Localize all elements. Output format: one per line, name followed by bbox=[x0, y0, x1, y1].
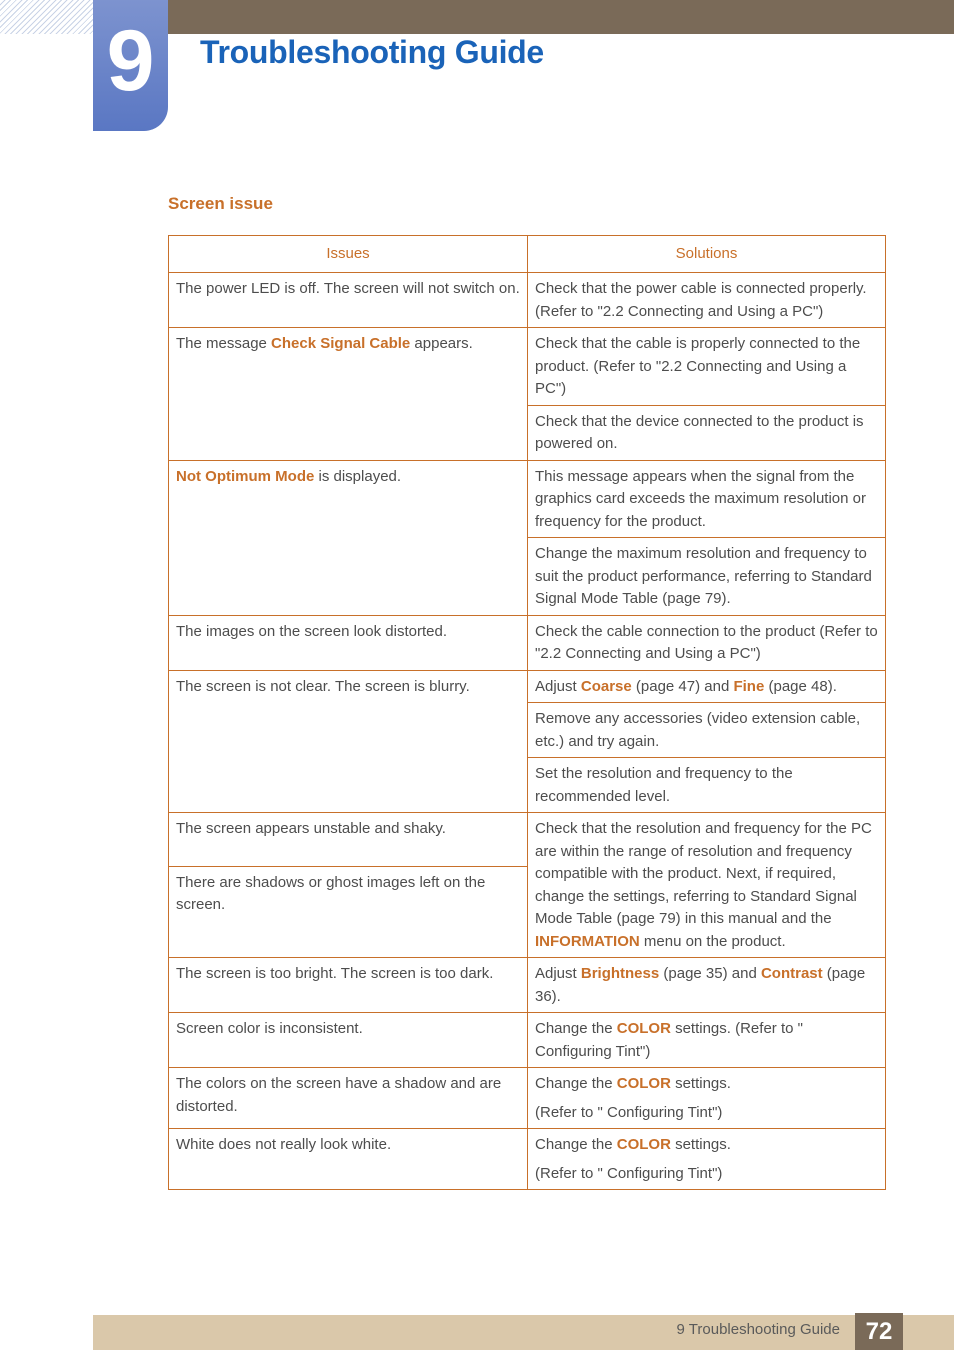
table-row bbox=[169, 813, 886, 867]
solution-reference: (Refer to " Configuring Tint") bbox=[535, 1103, 723, 1121]
issue-cell: The screen is too bright. The screen is too dark. bbox=[169, 958, 528, 1013]
solution-text: settings. bbox=[670, 1075, 731, 1092]
table-row bbox=[169, 958, 886, 1013]
issue-text: The message bbox=[176, 335, 272, 352]
table-row bbox=[169, 460, 886, 538]
header-bar bbox=[95, 0, 954, 34]
solution-cell: Set the resolution and frequency to the recommended level. bbox=[528, 758, 886, 813]
issue-cell: The colors on the screen have a shadow and are distorted. bbox=[169, 1068, 528, 1129]
solution-text: Check that the resolution and frequency for the PC are within the range of resolution and frequency compatible with the product. Next, if required, change the settings, referring to Standard Signal Mode Table (page 79) in this manual and the bbox=[535, 820, 872, 927]
solution-reference: (Refer to " Configuring Tint") bbox=[535, 1164, 723, 1182]
solution-cell bbox=[528, 1013, 886, 1068]
issue-cell: The images on the screen look distorted. bbox=[169, 615, 528, 670]
header-solutions: Solutions bbox=[528, 236, 886, 273]
issue-text: is displayed. bbox=[314, 467, 402, 485]
table-row bbox=[169, 1129, 886, 1190]
solution-text: (page 48). bbox=[764, 677, 837, 695]
table-row bbox=[169, 615, 886, 670]
solution-cell bbox=[528, 670, 886, 703]
solution-line bbox=[535, 1073, 878, 1096]
issue-text: appears. bbox=[410, 335, 473, 352]
menu-highlight: COLOR bbox=[616, 1136, 671, 1153]
solution-cell: Change the maximum resolution and frequency to suit the product performance, referring to Standard Signal Mode Table (page 79). bbox=[528, 538, 886, 616]
solution-cell bbox=[528, 813, 886, 958]
solution-cell bbox=[528, 958, 886, 1013]
issue-cell bbox=[169, 460, 528, 615]
menu-highlight: Fine bbox=[733, 677, 765, 695]
solution-text: Change the bbox=[535, 1020, 617, 1037]
table-row bbox=[169, 328, 886, 406]
chapter-title: Troubleshooting Guide bbox=[200, 34, 544, 70]
solution-text: settings. (Refer to " Configuring Tint") bbox=[535, 1020, 803, 1060]
table-row bbox=[169, 1068, 886, 1129]
solution-text: menu on the product. bbox=[639, 932, 786, 950]
menu-highlight: Coarse bbox=[580, 677, 632, 695]
solution-cell: Check the cable connection to the product (Refer to "2.2 Connecting and Using a PC") bbox=[528, 615, 886, 670]
footer-chapter-label: 9 Troubleshooting Guide bbox=[676, 1321, 840, 1338]
solution-text: (page 47) and bbox=[631, 677, 734, 695]
issue-cell: The power LED is off. The screen will not switch on. bbox=[169, 273, 528, 328]
menu-highlight: Brightness bbox=[580, 965, 660, 982]
table-row bbox=[169, 1013, 886, 1068]
section-heading: Screen issue bbox=[168, 194, 273, 213]
issue-cell bbox=[169, 328, 528, 461]
menu-highlight: INFORMATION bbox=[535, 932, 640, 950]
troubleshooting-table bbox=[168, 235, 886, 1190]
issue-cell: White does not really look white. bbox=[169, 1129, 528, 1190]
header-hatch-pattern bbox=[0, 0, 95, 34]
page-number: 72 bbox=[855, 1313, 903, 1350]
solution-cell: Remove any accessories (video extension cable, etc.) and try again. bbox=[528, 703, 886, 758]
issue-cell: The screen is not clear. The screen is blurry. bbox=[169, 670, 528, 813]
solution-text: (page 36). bbox=[535, 965, 866, 1005]
issue-cell: There are shadows or ghost images left on the screen. bbox=[169, 866, 528, 957]
solution-text: Change the bbox=[535, 1136, 617, 1153]
menu-highlight: COLOR bbox=[616, 1075, 671, 1092]
solution-cell bbox=[528, 1129, 886, 1190]
solution-text: Adjust bbox=[535, 677, 581, 695]
message-highlight: Check Signal Cable bbox=[271, 335, 411, 352]
solution-text: settings. bbox=[670, 1136, 731, 1153]
table-header-row bbox=[169, 236, 886, 273]
solution-cell: Check that the power cable is connected properly. (Refer to "2.2 Connecting and Using a PC") bbox=[528, 273, 886, 328]
solution-cell: This message appears when the signal from the graphics card exceeds the maximum resolution or frequency for the product. bbox=[528, 460, 886, 538]
table-row bbox=[169, 273, 886, 328]
solution-text: (page 35) and bbox=[659, 965, 761, 982]
header-issues: Issues bbox=[169, 236, 528, 273]
solution-text: Adjust bbox=[535, 965, 581, 982]
menu-highlight: Contrast bbox=[760, 965, 823, 982]
table-row bbox=[169, 670, 886, 703]
solution-text: Change the bbox=[535, 1075, 617, 1092]
issue-cell: Screen color is inconsistent. bbox=[169, 1013, 528, 1068]
chapter-number-tab: 9 bbox=[93, 0, 168, 131]
message-highlight: Not Optimum Mode bbox=[176, 467, 315, 485]
issue-cell: The screen appears unstable and shaky. bbox=[169, 813, 528, 867]
solution-cell: Check that the cable is properly connected to the product. (Refer to "2.2 Connecting and Using a PC") bbox=[528, 328, 886, 406]
solution-cell: Check that the device connected to the product is powered on. bbox=[528, 405, 886, 460]
solution-line bbox=[535, 1134, 878, 1157]
menu-highlight: COLOR bbox=[616, 1020, 671, 1037]
solution-cell bbox=[528, 1068, 886, 1129]
